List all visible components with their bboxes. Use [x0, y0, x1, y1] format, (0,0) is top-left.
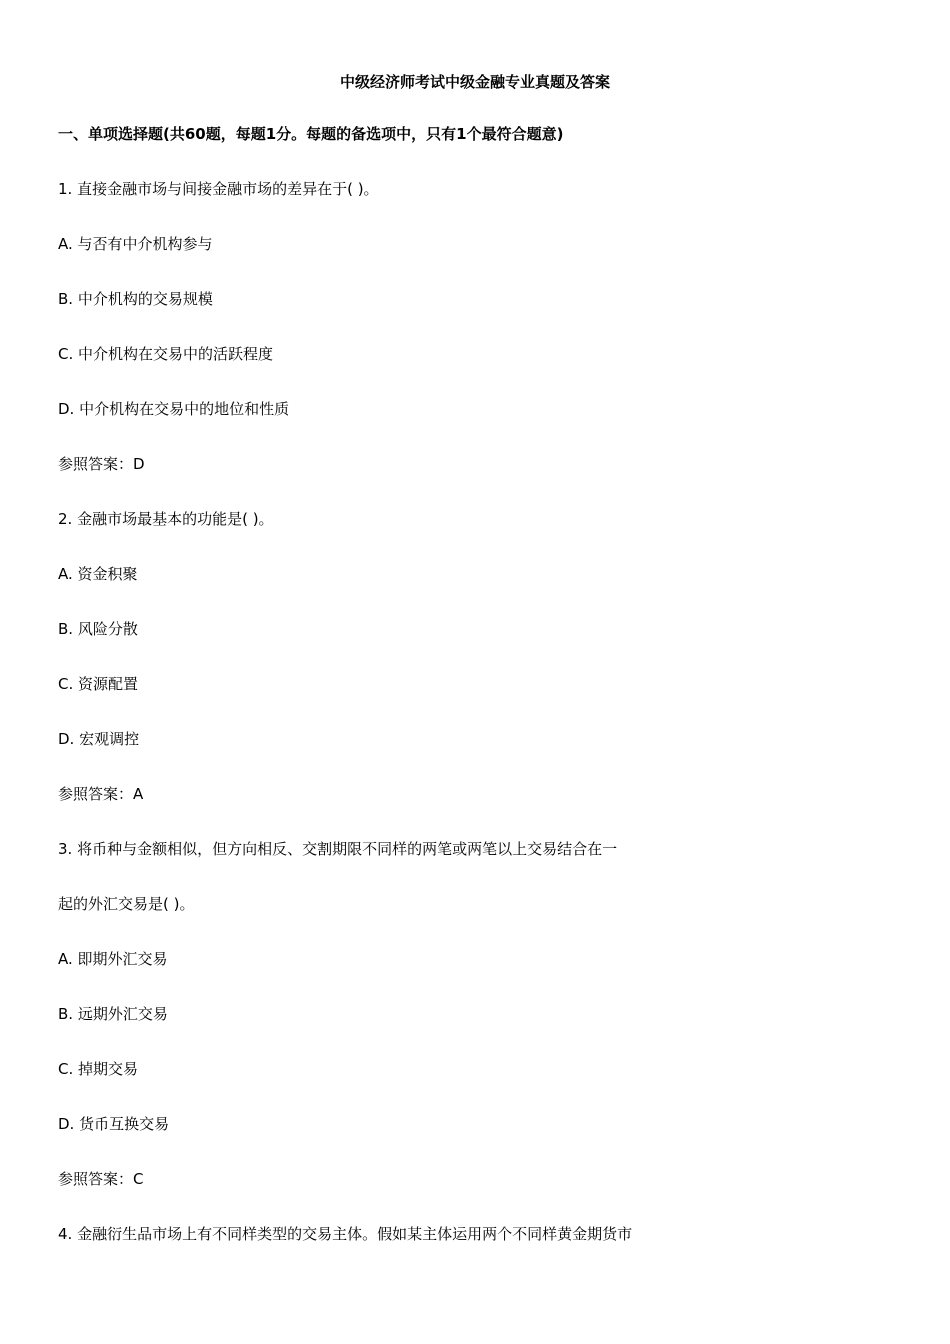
- question-2-stem: 2. 金融市场最基本的功能是( )。: [58, 510, 274, 528]
- question-2-option-c: C. 资源配置: [58, 675, 139, 693]
- question-3-option-d: D. 货币互换交易: [58, 1115, 170, 1133]
- question-1-option-a: A. 与否有中介机构参与: [58, 235, 213, 253]
- question-2-option-b: B. 风险分散: [58, 620, 138, 638]
- question-2-option-a: A. 资金积聚: [58, 565, 138, 583]
- question-1-stem: 1. 直接金融市场与间接金融市场的差异在于( )。: [58, 180, 379, 198]
- question-3-option-a: A. 即期外汇交易: [58, 950, 168, 968]
- question-4-stem: 4. 金融衍生品市场上有不同样类型的交易主体。假如某主体运用两个不同样黄金期货市: [58, 1225, 633, 1243]
- question-3-stem: 3. 将币种与金额相似，但方向相反、交割期限不同样的两笔或两笔以上交易结合在一: [58, 840, 618, 858]
- question-1-option-d: D. 中介机构在交易中的地位和性质: [58, 400, 290, 418]
- question-1-answer: 参照答案：D: [58, 455, 145, 473]
- question-3-option-b: B. 远期外汇交易: [58, 1005, 168, 1023]
- question-1-option-c: C. 中介机构在交易中的活跃程度: [58, 345, 274, 363]
- question-3-stem-continued: 起的外汇交易是( )。: [58, 895, 195, 913]
- question-1-option-b: B. 中介机构的交易规模: [58, 290, 213, 308]
- document-title: 中级经济师考试中级金融专业真题及答案: [339, 73, 610, 91]
- question-3-option-c: C. 掉期交易: [58, 1060, 139, 1078]
- question-2-option-d: D. 宏观调控: [58, 730, 140, 748]
- question-2-answer: 参照答案：A: [58, 785, 144, 803]
- section-heading: 一、单项选择题(共60题，每题1分。每题的备选项中，只有1个最符合题意): [58, 125, 564, 143]
- question-3-answer: 参照答案：C: [58, 1170, 144, 1188]
